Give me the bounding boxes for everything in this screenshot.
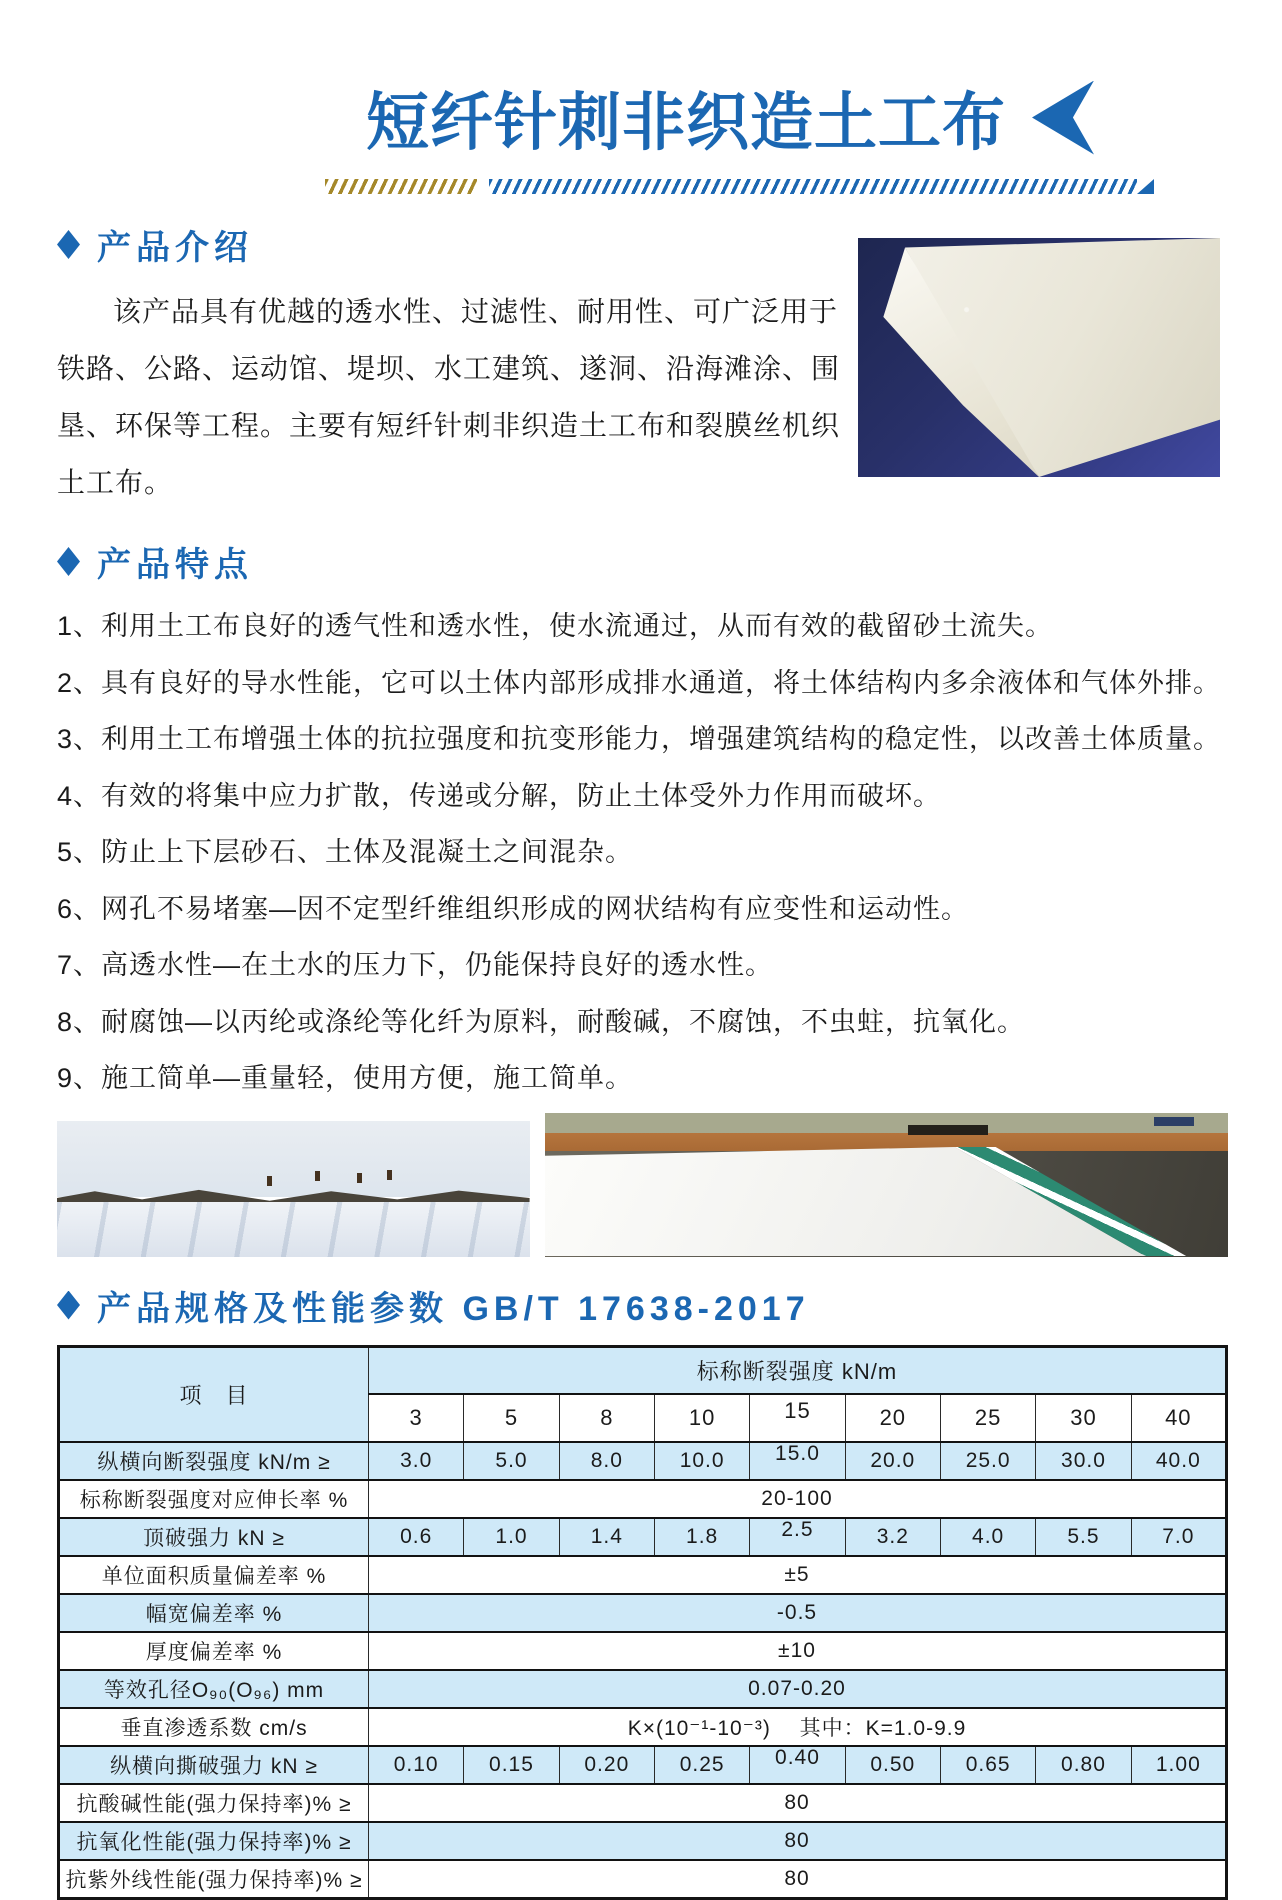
- cell: 25.0: [940, 1442, 1035, 1480]
- diamond-icon: [57, 230, 80, 259]
- row-label: 等效孔径O₉₀(O₉₆) mm: [59, 1670, 369, 1708]
- column-header-label: 15: [784, 1398, 811, 1423]
- stripe-tip-triangle: [1137, 179, 1154, 194]
- row-label: 垂直渗透系数 cm/s: [59, 1708, 369, 1746]
- feature-item: 1、利用土工布良好的透气性和透水性，使水流通过，从而有效的截留砂土流失。: [57, 611, 1054, 641]
- cell: 0.20: [559, 1746, 654, 1784]
- features-heading: 产品特点: [97, 546, 253, 584]
- table-row: [59, 1594, 1227, 1632]
- row-label: 单位面积质量偏差率 %: [59, 1556, 369, 1594]
- row-label: 标称断裂强度对应伸长率 %: [59, 1480, 369, 1518]
- truck-figure: [1154, 1117, 1194, 1126]
- column-header-group: 标称断裂强度 kN/m: [369, 1346, 1227, 1394]
- row-label: 纵横向撕破强力 kN ≥: [59, 1746, 369, 1784]
- decorative-stripes: [325, 179, 1282, 194]
- site-photo-liner: [545, 1113, 1228, 1257]
- merged-cell: -0.5: [369, 1594, 1227, 1632]
- cell: [750, 1518, 845, 1556]
- table-row: [59, 1746, 1227, 1784]
- cell: 1.4: [559, 1518, 654, 1556]
- cell: 1.00: [1131, 1746, 1226, 1784]
- table-row: [59, 1442, 1227, 1480]
- feature-item: 4、有效的将集中应力扩散，传递或分解，防止土体受外力作用而破坏。: [57, 780, 942, 811]
- cell: 4.0: [940, 1518, 1035, 1556]
- intro-paragraph: 该产品具有优越的透水性、过滤性、耐用性、可广泛用于铁路、公路、运动馆、堤坝、水工建筑、遂洞、沿海滩涂、围垦、环保等工程。主要有短纤针刺非织造土工布和裂膜丝机织土工布。: [57, 296, 841, 498]
- merged-cell: 80: [369, 1860, 1227, 1898]
- cell: 0.50: [845, 1746, 940, 1784]
- row-label: 纵横向断裂强度 kN/m ≥: [59, 1442, 369, 1480]
- cell: 20.0: [845, 1442, 940, 1480]
- cell: 0.6: [369, 1518, 464, 1556]
- merged-cell: K×(10⁻¹-10⁻³) 其中：K=1.0-9.9: [369, 1708, 1227, 1746]
- row-label: 抗酸碱性能(强力保持率)% ≥: [59, 1784, 369, 1822]
- features-section-header: [57, 537, 1228, 586]
- cell: 1.0: [464, 1518, 559, 1556]
- column-header: 5: [464, 1394, 559, 1442]
- row-label: 抗氧化性能(强力保持率)% ≥: [59, 1822, 369, 1860]
- cell: 30.0: [1036, 1442, 1131, 1480]
- merged-cell: 80: [369, 1822, 1227, 1860]
- gold-hatch-stripe: [325, 179, 477, 194]
- page-title: 短纤针刺非织造土工布: [366, 85, 1006, 159]
- column-header: 30: [1036, 1394, 1131, 1442]
- table-row: [59, 1670, 1227, 1708]
- table-row: [59, 1860, 1227, 1898]
- cell: 0.25: [654, 1746, 749, 1784]
- feature-item: 3、利用土工布增强土体的抗拉强度和抗变形能力，增强建筑结构的稳定性，以改善土体质量。: [57, 724, 1222, 754]
- blue-hatch-stripe: [489, 179, 1137, 194]
- merged-cell: 20-100: [369, 1480, 1227, 1518]
- column-header: 20: [845, 1394, 940, 1442]
- column-header: 10: [654, 1394, 749, 1442]
- table-row: [59, 1822, 1227, 1860]
- table-row: [59, 1784, 1227, 1822]
- feature-item: 9、施工简单—重量轻，使用方便，施工简单。: [57, 1063, 634, 1093]
- installation-photos: [57, 1113, 1228, 1257]
- table-row: [59, 1708, 1227, 1746]
- cell: 8.0: [559, 1442, 654, 1480]
- cell-value: 15.0: [775, 1442, 820, 1465]
- product-fabric-photo: [858, 238, 1220, 477]
- table-row: [59, 1480, 1227, 1518]
- row-label: 抗紫外线性能(强力保持率)% ≥: [59, 1860, 369, 1898]
- cell: 10.0: [654, 1442, 749, 1480]
- feature-item: 7、高透水性—在土水的压力下，仍能保持良好的透水性。: [57, 950, 774, 980]
- row-label: 厚度偏差率 %: [59, 1632, 369, 1670]
- cell-value: 2.5: [781, 1518, 814, 1541]
- cell: 1.8: [654, 1518, 749, 1556]
- cell: [750, 1442, 845, 1480]
- left-arrow-icon: [1032, 81, 1094, 155]
- merged-cell: 0.07-0.20: [369, 1670, 1227, 1708]
- geotextile-ground-shape: [57, 1202, 530, 1256]
- column-header: 8: [559, 1394, 654, 1442]
- worker-figure: [357, 1173, 362, 1183]
- farmland-shape: [545, 1113, 1228, 1133]
- column-header-item: 项 目: [59, 1346, 369, 1442]
- table-row: [59, 1518, 1227, 1556]
- cell: 3.0: [369, 1442, 464, 1480]
- worker-figure: [267, 1176, 272, 1186]
- worker-figure: [387, 1170, 392, 1180]
- machinery-figure: [908, 1125, 988, 1135]
- site-photo-rolls: [57, 1121, 530, 1257]
- specs-section-header: [57, 1281, 1228, 1330]
- merged-cell: 80: [369, 1784, 1227, 1822]
- column-header: 40: [1131, 1394, 1226, 1442]
- specs-heading: 产品规格及性能参数 GB/T 17638-2017: [97, 1289, 810, 1328]
- cell: 5.0: [464, 1442, 559, 1480]
- table-header-row: [59, 1346, 1227, 1394]
- table-row: [59, 1632, 1227, 1670]
- cell: 0.15: [464, 1746, 559, 1784]
- cell: 40.0: [1131, 1442, 1226, 1480]
- merged-cell: ±10: [369, 1632, 1227, 1670]
- column-header: 3: [369, 1394, 464, 1442]
- cell: 7.0: [1131, 1518, 1226, 1556]
- worker-figure: [315, 1171, 320, 1181]
- row-label: 幅宽偏差率 %: [59, 1594, 369, 1632]
- cell: 0.10: [369, 1746, 464, 1784]
- spec-table: [57, 1345, 1228, 1900]
- cell: 0.65: [940, 1746, 1035, 1784]
- features-list: [57, 604, 1228, 1095]
- intro-heading: 产品介绍: [97, 229, 253, 267]
- sky-shape: [57, 1121, 530, 1197]
- cell: 3.2: [845, 1518, 940, 1556]
- cell: 5.5: [1036, 1518, 1131, 1556]
- cell-value: 0.40: [775, 1746, 820, 1769]
- column-header: 25: [940, 1394, 1035, 1442]
- row-label: 顶破强力 kN ≥: [59, 1518, 369, 1556]
- feature-item: 5、防止上下层砂石、土体及混凝土之间混杂。: [57, 837, 634, 867]
- diamond-icon: [57, 1291, 80, 1320]
- column-header: [750, 1394, 845, 1442]
- page-header: [0, 0, 1282, 163]
- diamond-icon: [57, 547, 80, 576]
- feature-item: 8、耐腐蚀—以丙纶或涤纶等化纤为原料，耐酸碱，不腐蚀，不虫蛀，抗氧化。: [57, 1006, 1026, 1037]
- feature-item: 6、网孔不易堵塞—因不定型纤维组织形成的网状结构有应变性和运动性。: [57, 893, 970, 924]
- feature-item: 2、具有良好的导水性能，它可以土体内部形成排水通道，将土体结构内多余液体和气体外排。: [57, 667, 1222, 698]
- merged-cell: ±5: [369, 1556, 1227, 1594]
- cell: [750, 1746, 845, 1784]
- table-row: [59, 1556, 1227, 1594]
- cell: 0.80: [1036, 1746, 1131, 1784]
